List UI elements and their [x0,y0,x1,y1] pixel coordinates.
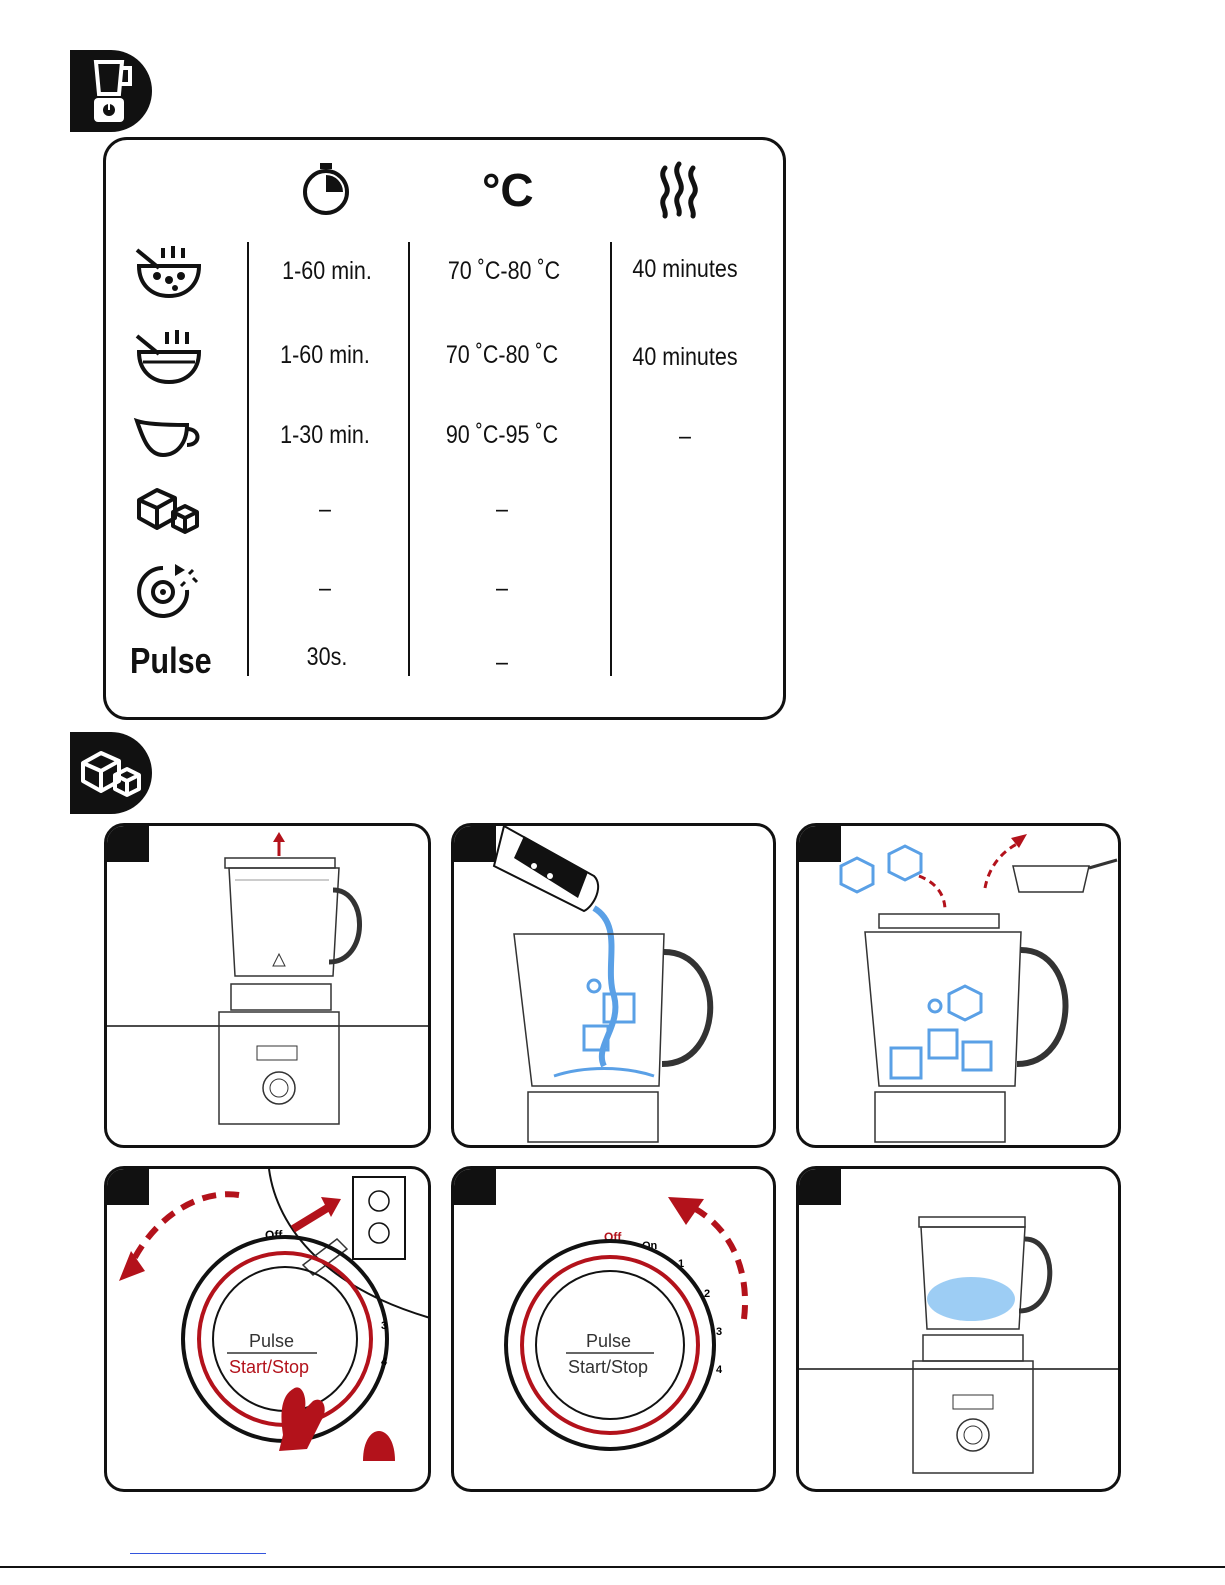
step-marker [799,826,841,862]
row1-temp: 70 ˚C-80 ˚C [447,257,561,285]
dial-on-label: On [642,1240,658,1252]
row2-keep-warm: 40 minutes [632,343,738,371]
dial-number-2: 2 [704,1288,711,1300]
footer-rule [0,1566,1225,1568]
ice-cubes-icon [133,484,203,534]
column-divider [610,242,612,676]
dial-number-1: 1 [678,1258,685,1270]
dial-number-3: 3 [716,1326,723,1338]
self-clean-gear-icon [135,560,201,620]
row6-time: 30s. [306,643,348,671]
step-panel-5 [451,1166,776,1492]
column-divider [247,242,249,676]
ice-crush-section-tab [70,732,152,814]
dial-pulse-label: Pulse [586,1331,632,1351]
row3-temp: 90 ˚C-95 ˚C [445,421,559,449]
dial-start-stop-label: Start/Stop [229,1357,310,1377]
footer-link-underline [130,1553,266,1554]
row6-temp: – [496,648,508,676]
dial-number-4: 4 [716,1364,723,1376]
row5-temp: – [496,574,508,602]
row3-time: 1-30 min. [280,421,370,449]
row1-time: 1-60 min. [282,257,372,285]
step-marker [107,1169,149,1205]
dial-number-3: 3 [381,1320,388,1332]
blender-lid-lift-illustration [107,826,431,1148]
row2-temp: 70 ˚C-80 ˚C [445,341,559,369]
step-marker [107,826,149,862]
add-ice-close-lid-illustration [799,826,1121,1148]
steam-keep-warm-icon [655,160,703,220]
pulse-row-label: Pulse [130,640,212,681]
chunky-soup-bowl-icon [133,244,203,302]
pour-water-and-ice-illustration [454,826,776,1148]
step-panel-6 [796,1166,1121,1492]
row5-time: – [319,574,331,602]
stopwatch-icon [300,160,352,218]
celsius-icon: °C [482,164,534,216]
sauce-boat-icon [133,415,203,459]
row2-time: 1-60 min. [280,341,370,369]
row3-keep-warm: – [679,422,691,450]
dial-off-label: Off [265,1228,283,1242]
dial-reset-illustration [454,1169,776,1492]
blender-section-tab [70,50,152,132]
column-divider [408,242,410,676]
step-panel-1 [104,823,431,1148]
row1-keep-warm: 40 minutes [632,255,738,283]
smooth-soup-bowl-icon [133,328,203,386]
step-marker [799,1169,841,1205]
step-marker [454,1169,496,1205]
crushed-ice-result-illustration [799,1169,1121,1492]
ice-cubes-icon [79,747,143,799]
dial-off-label: Off [604,1230,622,1244]
dial-number-4: 4 [381,1356,388,1368]
row4-temp: – [496,495,508,523]
row4-time: – [319,495,331,523]
select-program-and-start-illustration [107,1169,431,1492]
dial-start-stop-label: Start/Stop [568,1357,649,1377]
blender-icon [86,56,136,126]
step-marker [454,826,496,862]
step-panel-3 [796,823,1121,1148]
step-panel-4 [104,1166,431,1492]
step-panel-2 [451,823,776,1148]
dial-pulse-label: Pulse [249,1331,295,1351]
